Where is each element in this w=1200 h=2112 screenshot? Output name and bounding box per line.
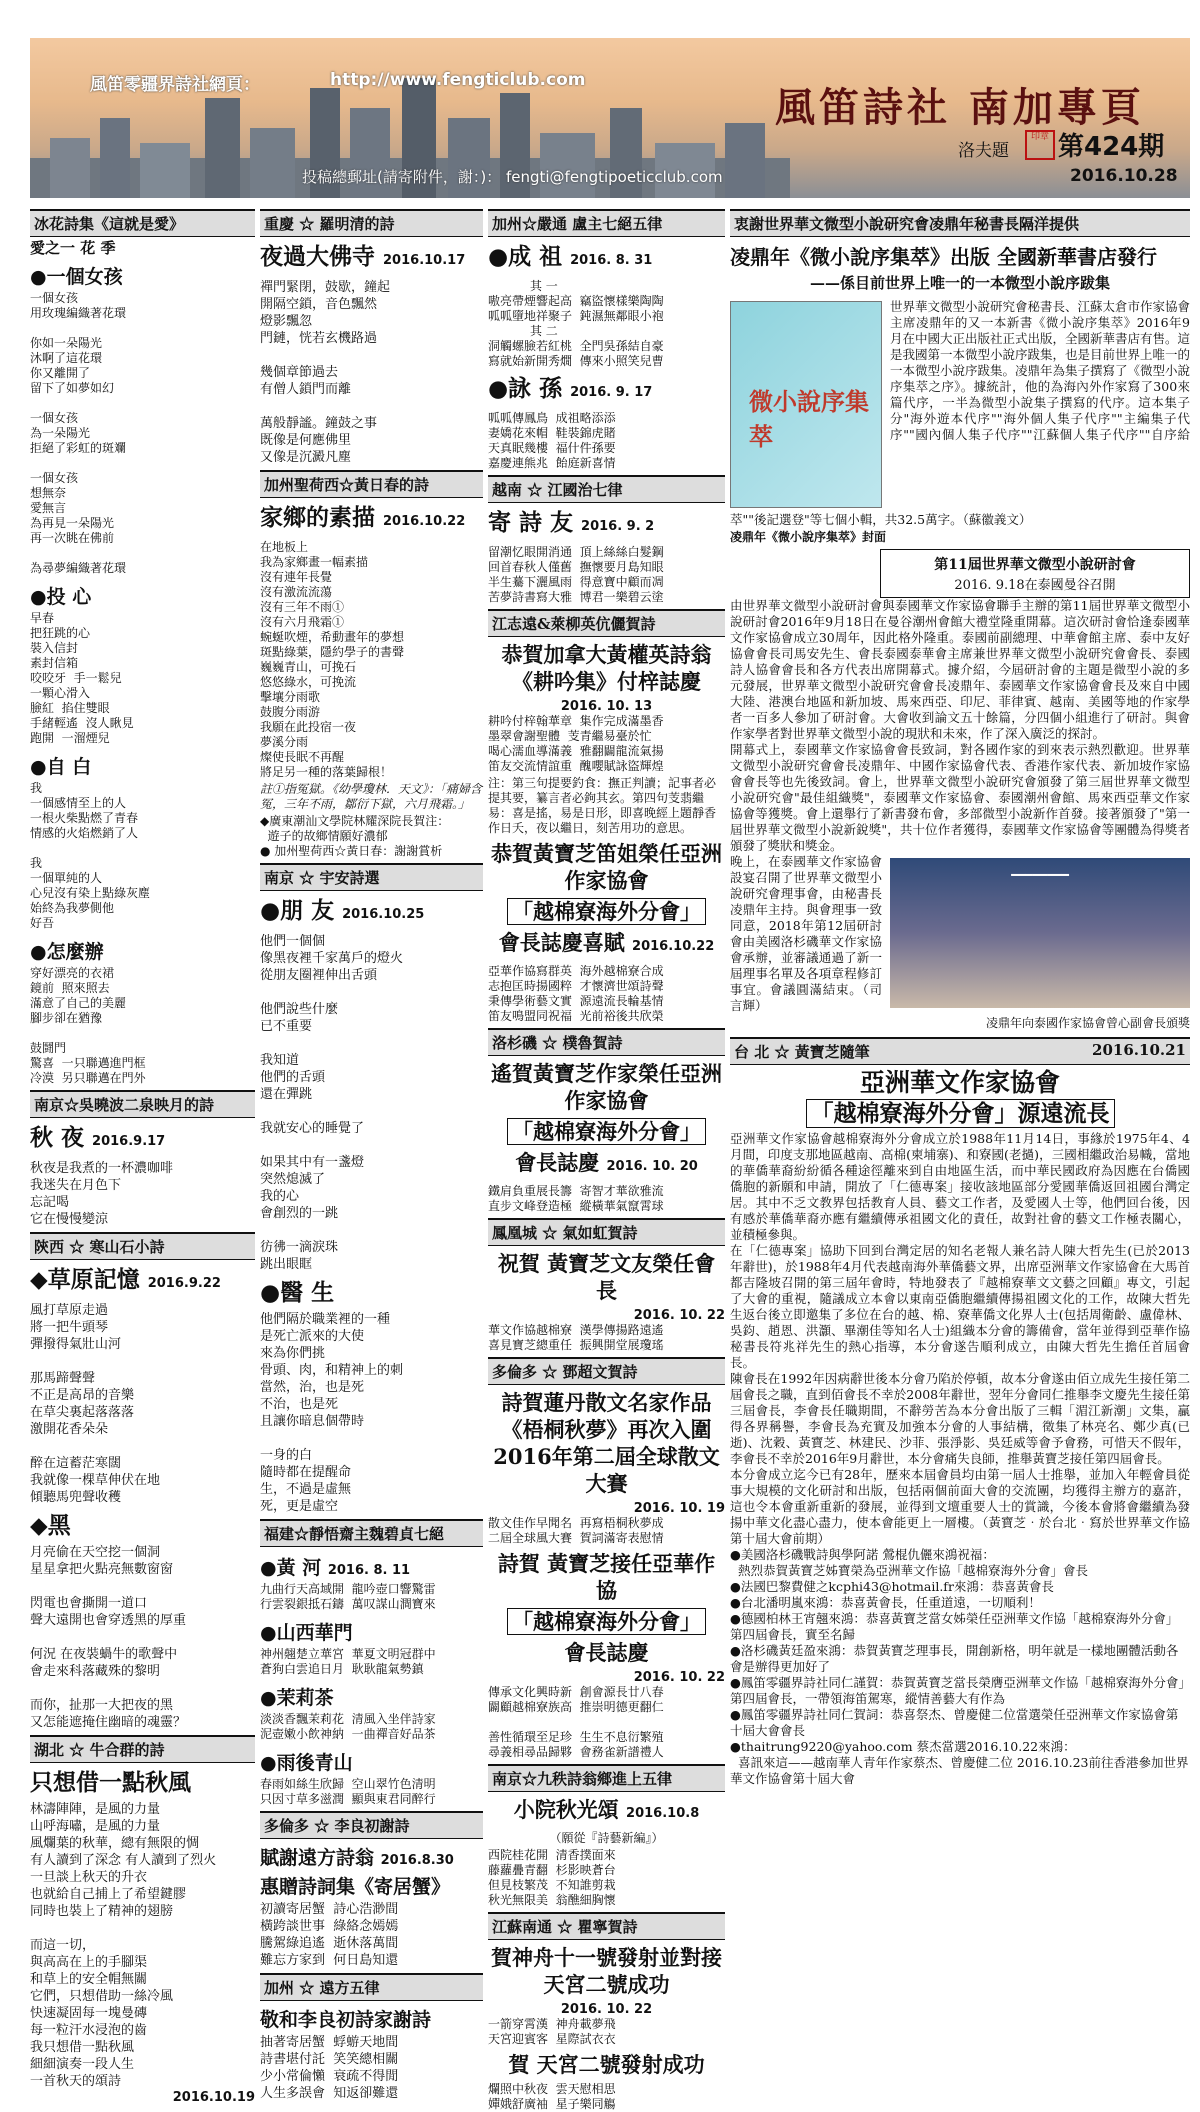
section-header: 鳳凰城 ☆ 氣如虹賀詩	[488, 1218, 725, 1246]
poem-title: ●投 心	[30, 586, 92, 608]
submission-email[interactable]: 投稿總郵址(請寄附件，謝：)： fengti@fengtipoeticclub.com	[302, 168, 723, 186]
poem-date: 2016.9.17	[92, 1134, 166, 1149]
poem-title: 寄 詩 友 2016. 9. 2	[488, 509, 655, 536]
poem-body: 林濤陣陣，是風的力量 山呼海嘯，是風的力量 風爛葉的秋華，總有無限的惆 有人讀到了深念 有人讀到了烈火 一旦談上秋天的升衣 也就給自己捕上了希望鍵膠 同時也裝上了精神的翅膀 而這一切， 與高高在上的手腳渠 和草上的安全帽無關 它們，只想借助一絲冷風 快速凝固每一塊曼磚 每一粒汗水浸泡的齒 我只想借一點秋風 細細演奏一段人生 一首秋天的頌詩	[30, 1802, 217, 2089]
poem-date: 2016. 10. 22	[560, 2002, 653, 2017]
site-label: 風笛零疆界詩社網頁：	[90, 75, 260, 95]
column-3	[488, 205, 725, 2111]
section-header: 江志遠&萊柳英伉儷賀詩	[488, 609, 725, 637]
reader-comment: ◆廣東潮汕文學院林耀深院長賀注： 遊子的故鄉情願好濃郁 ● 加州聖荷西☆黃日春：謝謝賞析	[260, 814, 450, 858]
poem-body: 亞華作協寫群英 海外越棉寮合成 志抱匡時揚國粹 才懷濟世頌詩聲 秉傳學術藝文實 源遠流長輪基情 笛友鳴盟同祝福 光前裕後共欣榮	[488, 964, 664, 1023]
poem-title: 賦謝遠方詩翁 2016.8.30	[260, 1847, 454, 1869]
article-subheadline: ——係目前世界上唯一的一本微型小說序跋集	[809, 274, 1110, 292]
poem-body: 穿好漂亮的衣裙 鏡前 照來照去 滿意了自己的美麗 腳步卻在猶豫 鼓鬪門 驚喜 一只聯邁進門框 冷漠 另只聯邁在門外	[30, 966, 146, 1085]
subsection-title: 愛之一 花 季	[30, 239, 116, 257]
section-header: 冰花詩集《這就是愛》	[30, 209, 255, 237]
poem-body: 留潮忆眼開消通 頂上絲絲白髮鋼 回首春秋人僅舊 撫懷要月島知眼 半生驀下灑風雨 得意寶中顧而凋 苦夢詩書寫大雅 博君一樂碧云塗	[488, 545, 664, 604]
conference-box	[880, 549, 1190, 598]
poem-body: 神州翹楚立華宮 華夏文明冠群中 蒼狗白雲追日月 耿耿龍氣勢鎮	[260, 1647, 436, 1676]
section-header: 加州聖荷西☆黃日春的詩	[260, 470, 483, 498]
poem-title-box: 「越棉寮海外分會」	[488, 898, 725, 925]
poem-body: 他們一個個 像黑夜裡千家萬戶的燈火 從朋友圈裡伸出舌頭 他們說些什麼 已不重要 我知道 他們的舌頭 還在彈跳 我就安心的睡覺了 如果其中有一盞燈 突然熄滅了 我的心 會創烈的一跳 彷彿一滴淚珠 跳出眼眶	[260, 934, 404, 1272]
section-header: 洛杉磯 ☆ 樸魯賀詩	[488, 1028, 725, 1056]
award-ceremony-photo: ━━━━━━━━	[890, 858, 1190, 1008]
poem-title: 小院秋光頌 2016.10.8	[513, 1797, 700, 1822]
poem-date: 2016. 10. 22	[633, 1670, 725, 1685]
section-header: 南京☆九秩詩翁鄉進上五律	[488, 1764, 725, 1792]
section-header	[730, 1037, 1190, 1065]
article-paragraph: 本分會成立迄今已有28年，歷來本屆會員均由第一屆人士推舉，並加入年輕會員從事大規模的文化研討和出版，包括兩個前面大會的交流團，均獲得主辦方的嘉許，這也令本會重新重新的發展，並得到文壇重要人士的賞識，今後本會將會繼續為發揚中華文化盡心盡力，使本會能更上一層樓。（黃寶芝‧於台北‧寫於世界華文作協第十屆大會前期）	[730, 1467, 1190, 1546]
poem-body: 禪門緊閉，鼓歇，鐘起 開隔空鎖，音色飄然 燈影飄忽 門鏈，恍若玄機路過 幾個章節過去 有僧人鎖門而離 萬般靜謐。鐘鼓之事 既像是何應佛里 又像是沉澱凡塵	[260, 280, 391, 465]
book-cover-title: 微小說序集萃	[749, 387, 869, 451]
poem-body: 華文作協越棉寮 漢學傳揚路遠遙 喜見寶芝總重任 振興開堂展瓊瑤	[488, 1323, 664, 1352]
poem-body: 抽著寄居蟹 蜉蝣天地間 詩書堪付託 笑笑總相關 少小常倫懶 衰疏不得閒 人生多誤會 知返卻難還	[260, 2035, 399, 2101]
poem-title: 會長誌慶 2016. 10. 20	[515, 1150, 698, 1175]
poem-title-box: 「越棉寮海外分會」	[488, 1118, 725, 1145]
poem-title: ●黃 河 2016. 8. 11	[260, 1557, 411, 1579]
congrats-item: ●鳳笛零疆界詩社同仁謹賀：恭賀黃寶芝當長榮膺亞洲華文作協「越棉寮海外分會」第四屆會長，一帶領海笛駕寒，縱情善藝大有作為	[730, 1675, 1185, 1706]
poem-body: 一個女孩 用玫瑰編織著花環 你如一朵陽光 沐啊了這花環 你又離開了 留下了如夢如幻 一個女孩 為一朵陽光 拒絕了彩虹的斑斕 一個女孩 想無奈 愛無言 為再見一朵陽光 再一次眺在佛前 為尋夢編織著花環	[30, 291, 127, 575]
poem-title: 賀神舟十一號發射並對接天宮二號成功	[491, 1945, 722, 1997]
poem-date: 2016. 8. 11	[327, 1563, 411, 1578]
site-url-link[interactable]: http://www.fengticlub.com	[330, 70, 586, 90]
poem-body: 春雨如絲生欣歸 空山翠竹色清明 只因寸草多滋潤 顯與東君同醉行	[260, 1777, 436, 1806]
poem-title: ●雨後青山	[260, 1752, 353, 1774]
congratulations-list	[730, 1547, 1190, 1787]
poem-title: 家鄉的素描 2016.10.22	[260, 504, 466, 531]
poem-date: 2016.10.25	[342, 907, 425, 922]
congrats-item: ●法國巴黎費健之kcphi43@hotmail.fr來鴻：恭喜黃會長	[730, 1579, 1054, 1594]
poem-body: 在地板上 我為家鄉畫一幅素描 沒有連年長覺 沒有激流流蕩 沒有三年不雨① 沒有六月飛霜① 蜿蜒吹煙，希動畫年的夢想 斑點綠葉，隱約學子的書聲 巍巍青山，可挽石 悠悠綠水，可挽流 擊壤分雨歌 鼓腹分雨游 我願在此投宿一夜 夢溪分雨 燦使長眠不再醒 將足另一種的落葉歸根！	[260, 540, 405, 779]
poem-title: ◆草原記憶 2016.9.22	[30, 1266, 221, 1293]
poem-body: 散文佳作早聞名 再寫梧桐秋夢成 二屆全球風大賽 賀詞滿寄表慰情	[488, 1516, 664, 1545]
congrats-item: ●台北潘明嵐來鴻：恭喜黃會長，任重道遠，一切順利！	[730, 1595, 1041, 1610]
poem-body: 耕吟付梓翰華章 集作完成滿墨香 墨翠會謝聖體 芰青繼易臺於忙 喝心濡血導滿義 雅翻闢龍流氣揚 笛友交流情誼重 醜嚶賦詠盜輝煌	[488, 714, 664, 773]
photo-caption: 凌鼎年向泰國作家協會曾心副會長頒獎	[985, 1016, 1190, 1030]
poem-title: 恭賀黃寶芝笛姐榮任亞洲作家協會	[491, 841, 722, 893]
section-header: 加州 ☆ 遠方五律	[260, 1973, 483, 2001]
section-header: 多倫多 ☆ 鄧超文賀詩	[488, 1357, 725, 1385]
poem-body: 傳承文化興時新 創會源長廿八春 闢顧越棉寮族高 推崇明德更翻仁 善性循環至足珍 生生不息衍繁殖 尋義相尋品歸夥 會務雀新譜禮人	[488, 1685, 664, 1759]
poem-body: 風打草原走過 將一把牛頭琴 彈撥得氣壯山河 那馬蹄聲聲 不正是高昂的音樂 在草尖裏起落落落 激開花香朵朵 醉在這蓄茫寒闊 我就像一棵草伸伏在地 傾聽馬兜聲收穫	[30, 1303, 161, 1505]
poem-title: 祝賀 黃寶芝文友榮任會長	[497, 1251, 716, 1303]
poem-date: 2016. 9. 2	[581, 519, 655, 534]
article-subheadline: 「越棉寮海外分會」源遠流長	[730, 1100, 1190, 1127]
conference-title: 第11屆世界華文微型小說研討會	[934, 557, 1136, 573]
image-caption: 凌鼎年《微小說序集萃》封面	[730, 530, 887, 544]
poem-note: 注：第三句提要釣食：撫正判讀；記事者必提其要，纂言者必鉤其玄。第四句芰翡繼易：喜是搖，易是日形，即喜晚經上題靜香作日夭，夜以繼日，刻苦用功的意思。	[488, 776, 717, 835]
article-paragraph: 世界華文微型小說研究會秘書長、江蘇太倉市作家協會主席凌鼎年的又一本新書《微小說序集萃》2016年9月在中國大正出版社正式出版，全國新華書店有售。這是我國第一本微型小說序跋集，也是目前世界上唯一的一本微型小說序跋集。凌鼎年為集子撰寫了《微型小說序集萃之序》。據統計，他的為海內外作家寫了300來篇代序，一半為微型小說集子撰寫的代序。這本集子分"海外遊本代序""海外個人集子代序""主編集子代序""國內個人集子代序""江蘇個人集子代序""自序給萃""後記選登"等七個小輯，共32.5萬字。（蘇徽義文）	[730, 299, 1191, 527]
section-header-title: 台 北 ☆ 黃寶芝隨筆	[734, 1043, 870, 1061]
section-header: 湖北 ☆ 牛合群的詩	[30, 1735, 255, 1763]
column-2	[260, 205, 483, 2101]
section-header: 衷謝世界華文微型小說研究會凌鼎年秘書長隔洋提供	[730, 209, 1190, 237]
poem-body: 其 一 嗷亮帶煙響起高 竊盜懷樣樂陶陶 呱呱墮地祥聚子 鈍濕無鄰眼小袍 其 二 洞觸螺臉若紅桃 全門吳孫結自豪 寫就始新開秀燗 傳來小照笑兒曹	[488, 279, 664, 368]
poem-title: ●自 白	[30, 756, 92, 778]
column-1	[30, 205, 255, 2105]
poem-body: 他們隔於職業裡的一種 是死亡派來的大使 來為你們挑 骨頭、肉，和精神上的刺 當然，治，也是死 不治，也是死 且讓你暗息個帶時 一身的白 隨時都在提醒命 生，不過是虛無 死，更是虛空	[260, 1312, 404, 1514]
issue-date: 2016.10.28	[1070, 166, 1178, 186]
poem-body: 一箭穿霄漢 神舟載夢飛 天宮迎賓客 星際試衣衣	[488, 2017, 616, 2046]
section-header: 南京 ☆ 宇安詩選	[260, 863, 483, 891]
conference-subtitle: 2016. 9.18在泰國曼谷召開	[954, 578, 1116, 593]
poem-title: 敬和李良初詩家謝詩	[260, 2009, 432, 2031]
poem-date: 2016.10.17	[383, 253, 466, 268]
poem-date: 2016.10.22	[383, 514, 466, 529]
section-header: 加州☆嚴通 盧主七絕五律	[488, 209, 725, 237]
book-cover-image	[730, 301, 882, 508]
poem-body: 月亮偷在天空挖一個洞 星星拿把火點亮無數窗窗 閃電也會撕開一道口 聲大遠開也會穿透黑的厚重 何況 在夜裝蝸牛的歌聲中 會走來科落藏殊的黎明 而你，扯那一大把夜的黑 又怎能遮掩住幽暗的魂靈？	[30, 1545, 187, 1730]
section-header: 福建☆靜悟齋主魏碧貞七絕	[260, 1519, 483, 1547]
poem-body: 秋夜是我煮的一杯濃咖啡 我迷失在月色下 忘記喝 它在慢慢變涼	[30, 1161, 174, 1227]
section-header: 江蘇南通 ☆ 瞿寧賀詩	[488, 1912, 725, 1940]
poem-date: 2016. 9. 17	[570, 385, 653, 400]
poem-title: ●醫 生	[260, 1279, 335, 1306]
poem-date: 2016. 10. 13	[560, 699, 653, 714]
poem-date: 2016.8.30	[380, 1853, 454, 1868]
poem-date: 2016. 10. 20	[606, 1159, 698, 1174]
poem-title: ◆黑	[30, 1512, 71, 1539]
poem-body: 呱呱傳鳳鳥 成祖略添添 妻嬌花來帽 鞋裝錦虎賭 天真眠幾樓 福什件孫要 嘉慶連熊兆 飴庭新喜情	[488, 411, 616, 470]
poem-note: 註①指冤獄。《幼學瓊林．天文》：「痛婦含冤，三年不雨，鄒衍下獄，六月飛霜。」	[260, 782, 483, 811]
article-paragraph: 在「仁德專案」協助下回到台灣定居的知名老報人兼名詩人陳大哲先生(已於2013年辭世)，於1988年4月代表越南海外華僑藝文界，出席亞洲華文作家協會在大馬首都吉隆坡召開的第三屆年會時，特地發表了『越棉寮華文文藝之回顧』專文，引起了大會的重視，隨議成立本會以東南亞僑胞繼續傳揚祖國文化的工作，故陳大哲先生返台後立即邀集了多位在台的越、棉、寮華僑文化界人士(包括周衛齡、盧偉林、吳鈞、趙恩、洪灝、畢潮佳等知名人士)組織本分會的籌備會，當年並得到亞華作協秘書長符兆祥先生的熱心指導，本分會遂告順利成立，由陳大哲先生擔任首屆會長。	[730, 1243, 1190, 1370]
poem-body: 早春 把狂跳的心 裝入信封 素封信箱 咬咬牙 手一鬆兒 一顆心滑入 臉紅 掐住雙眼 手緒輕遙 沒人瞅見 跑開 一溜煙兒	[30, 611, 134, 745]
section-header: 越南 ☆ 江國治七律	[488, 475, 725, 503]
congrats-item: ●美國洛杉磯戰詩與學阿諾 鶯棍仇儷來鴻祝福： 熱烈恭賀黃寶芝姊寶榮為亞洲華文作協「越棉寮海外分會」會長	[730, 1547, 1088, 1578]
poem-body: 西院桂花開 清香撲面來 藤蘿疊青翻 杉影映蒼台 但見枝繁茂 不知誰剪栽 秋光無限美 翁醮細胸懷	[488, 1848, 616, 1907]
poem-title: 會長誌慶	[564, 1640, 649, 1665]
poem-date: 2016.10.19	[172, 2090, 255, 2105]
poem-title: 只想借一點秋風	[30, 1769, 191, 1796]
poem-title: 夜過大佛寺 2016.10.17	[260, 243, 466, 270]
poem-title: 賀 天宮二號發射成功	[508, 2052, 705, 2077]
section-header: 多倫多 ☆ 李良初謝詩	[260, 1811, 483, 1839]
poem-date: 2016.9.22	[147, 1276, 221, 1291]
poem-date: 2016. 10. 22	[633, 1308, 725, 1323]
poem-body: 九曲行天高域開 龍吟壺口響驚雷 行雲裂銀抵石鑄 萬叹謀山澗寶來	[260, 1582, 436, 1611]
header-banner	[30, 38, 1190, 198]
calligraphy-signature: 洛夫題	[958, 141, 1009, 161]
poem-title: 遙賀黃寶芝作家榮任亞洲作家協會	[491, 1061, 722, 1113]
section-header-date: 2016.10.21	[1092, 1041, 1186, 1059]
poem-title: 詩賀 黃寶芝接任亞華作協	[497, 1551, 716, 1603]
congrats-item: ●thaitrung9220@yahoo.com 蔡杰當選2016.10.22來鴻： 喜訊來這——越南華人青年作家蔡杰、曾慶健二位 2016.10.23前往香港參加世界華文作協會第十屆大會	[730, 1739, 1189, 1786]
poem-date: 2016. 8. 31	[570, 253, 653, 268]
article-paragraph: 開幕式上，泰國華文作家協會會長致詞，對各國作家的到來表示熱烈歡迎。世界華文微型小說研究會會長凌鼎年、中國作家協會代表、香港作家代表、新加坡作家協會會長等也先後致詞。會上，世界華文微型小說研究會頒發了第三屆世界華文微型小說研究會"最佳組織獎"，泰國華文作家協會、泰國潮州會館、馬來西亞華文作家協會等獲獎。會上還舉行了新書發布會，多部微型小說新作首發。接著頒發了"第一屆世界華文微型小說新銳獎"，共十位作者獲得，泰國華文作家協會等團體為得獎者頒發了獎狀和獎金。	[730, 742, 1190, 853]
congrats-item: ●鳳笛零疆界詩社同仁賀詞：恭喜祭杰、曾慶健二位當選榮任亞洲華文作家協會第十屆大會會長	[730, 1707, 1179, 1738]
poem-title: ●朋 友 2016.10.25	[260, 897, 425, 924]
poem-title: ●怎麼辦	[30, 941, 104, 963]
poem-title: ●一個女孩	[30, 266, 123, 288]
poem-subtitle: 惠贈詩詞集《寄居蟹》	[260, 1876, 451, 1898]
poem-body: 爛照中秋夜 雲天慰相思 嬋娥舒廣袖 星子樂同觴	[488, 2082, 616, 2111]
poem-title: 恭賀加拿大黃權英詩翁《耕吟集》付梓誌慶	[501, 642, 712, 694]
poem-title: ●成 祖 2016. 8. 31	[488, 243, 653, 270]
poem-title: ●詠 孫 2016. 9. 17	[488, 375, 653, 402]
poem-body: 我 一個感情至上的人 一根火柴點燃了青春 情感的火焰燃銷了人 我 一個單純的人 心兒沒有染上點綠灰塵 始終為我夢側他 好吾	[30, 781, 151, 930]
article-headline: 凌鼎年《微小說序集萃》出版 全國新華書店發行	[730, 245, 1157, 269]
section-header: 重慶 ☆ 羅明清的詩	[260, 209, 483, 237]
column-4	[730, 205, 1190, 2075]
poem-body: 初讀寄居蟹 詩心浩渺間 橫跨談世事 綠絡念嫣嫣 騰駕綠追遙 逝休落萬間 難忘方家到 何日島知還	[260, 1902, 399, 1968]
poem-date: 2016.10.22	[632, 939, 715, 954]
poem-title: ●山西華門	[260, 1622, 353, 1644]
article-headline: 亞洲華文作家協會	[859, 1068, 1060, 1097]
poem-body: 淡淡香飄茉莉花 清風入坐伴詩家 泥壺嫩小飲神納 一曲禪音好品茶	[260, 1712, 436, 1741]
poem-note: （願從『詩藝新編』）	[549, 1831, 664, 1845]
poem-title: ●茉莉茶	[260, 1687, 334, 1709]
congrats-item: ●洛杉磯黃廷盈來鴻：恭賀黃寶芝理事長，開創新格，明年就是一樣地團體活動各會是辦得更加好了	[730, 1643, 1179, 1674]
section-header: 南京☆吳曉波二泉映月的詩	[30, 1090, 255, 1118]
poem-title: 會長誌慶喜賦 2016.10.22	[498, 930, 715, 955]
poem-title: 詩賀蓮丹散文名家作品《梧桐秋夢》再次入圍2016年第二屆全球散文大賽	[493, 1390, 720, 1496]
poem-body: 鐵肩負重展長籌 寄智才華欲雅流 直步文峰登造極 縱橫華氣竄霄球	[488, 1184, 664, 1213]
issue-number: 第424期	[1058, 132, 1165, 162]
poem-title: 秋 夜 2016.9.17	[30, 1124, 166, 1151]
red-seal-icon: 印章	[1025, 130, 1055, 160]
poem-date: 2016.10.8	[626, 1806, 700, 1821]
article-paragraph: 亞洲華文作家協會越棉寮海外分會成立於1988年11月14日，事緣於1975年4、4月間，印度支那地區越南、高棉(柬埔寨)、和寮國(老撾)，三國相繼政治易幟，當地的華僑華裔紛紛循各種途徑離來到自由地區生活，而中華民國政府為因應在台僑國僑胞的新願和申請，開放了「仁德專案」接收該地區部分愛國華僑返回祖國台灣定居。其中不乏文教界包括教育人員、藝文工作者，及愛國人士等，他們回台後，因有感於華僑華裔亦應有繼續傳承祖國文化的責任，故對社會的藝文工作極表關心，並積極參與。	[730, 1131, 1190, 1242]
section-header: 陝西 ☆ 寒山石小詩	[30, 1232, 255, 1260]
article-paragraph: 陳會長在1992年因病辭世後本分會乃陷於停頓，故本分會遂由佰立成先生接任第二屆會長之職，直到佰會長不幸於2008年辭世，翌年分會同仁推舉李文慶先生接任第三屆會長，李會長任職期間，不辭勞苦為本分會出版了三輯「湄江新潮」文集，贏得各界稱譽，李會長為充實及加強本分會的人事結構，徵集了林亮名、鄭少真(已逝)、沈穀、黃寶芝、林建民、沙菲、張淨影、吳廷威等會予會務，可惜天不假年，李會長不幸於2016年9月辭世，本分會痛失良師，推舉黃寶芝接任第四屆會長。	[730, 1371, 1190, 1466]
poem-title-box: 「越棉寮海外分會」	[488, 1608, 725, 1635]
article-paragraph: 由世界華文微型小說研討會與泰國華文作家協會聯手主辦的第11屆世界華文微型小說研討會2016年9月18日在曼谷潮州會館大禮堂隆重開幕。這次研討會恰逢泰國華文作家協會成立30周年，因此格外隆重。泰國前副總理、中華會館主席、泰中友好協會會長司馬安先生、會長泰國泰華會主席兼世界華文微型小說研究會會長、泰國詩人協會會長和各方代表出席開幕式。據介紹，今屆研討會的主題是微型小說的多元發展，世界華文微型小說研究會會長凌鼎年、泰國華文作家協會會長及來自中國大陸、港澳台地區和新加坡、馬來西亞、印尼、菲律賓、越南、美國等地的作家學者一百多人參加了研討會。大會收到論文五十餘篇，分四個小組進行了研討。與會作家學者對世界華文微型小說的現狀和未來，作了深入廣泛的探討。	[730, 598, 1190, 741]
poem-date: 2016. 10. 19	[633, 1501, 725, 1516]
article-paragraph: 晚上，在泰國華文作家協會設宴召開了世界華文微型小說研究會理事會，由秘書長凌鼎年主持。與會理事一致同意，2018年第12屆研討會由美國洛杉磯華文作家協會承辦，並審議通過了新一屆理事名單及各項章程修訂事宜。會議圓滿結束。（司言輝）	[730, 854, 882, 1013]
brand-title: 風笛詩社 南加專頁	[775, 84, 1145, 131]
congrats-item: ●德國柏林王宵翹來鴻：恭喜黃寶芝當女姊榮任亞洲華文作協「越棉寮海外分會」第四屆會長，實至名歸	[730, 1611, 1179, 1642]
